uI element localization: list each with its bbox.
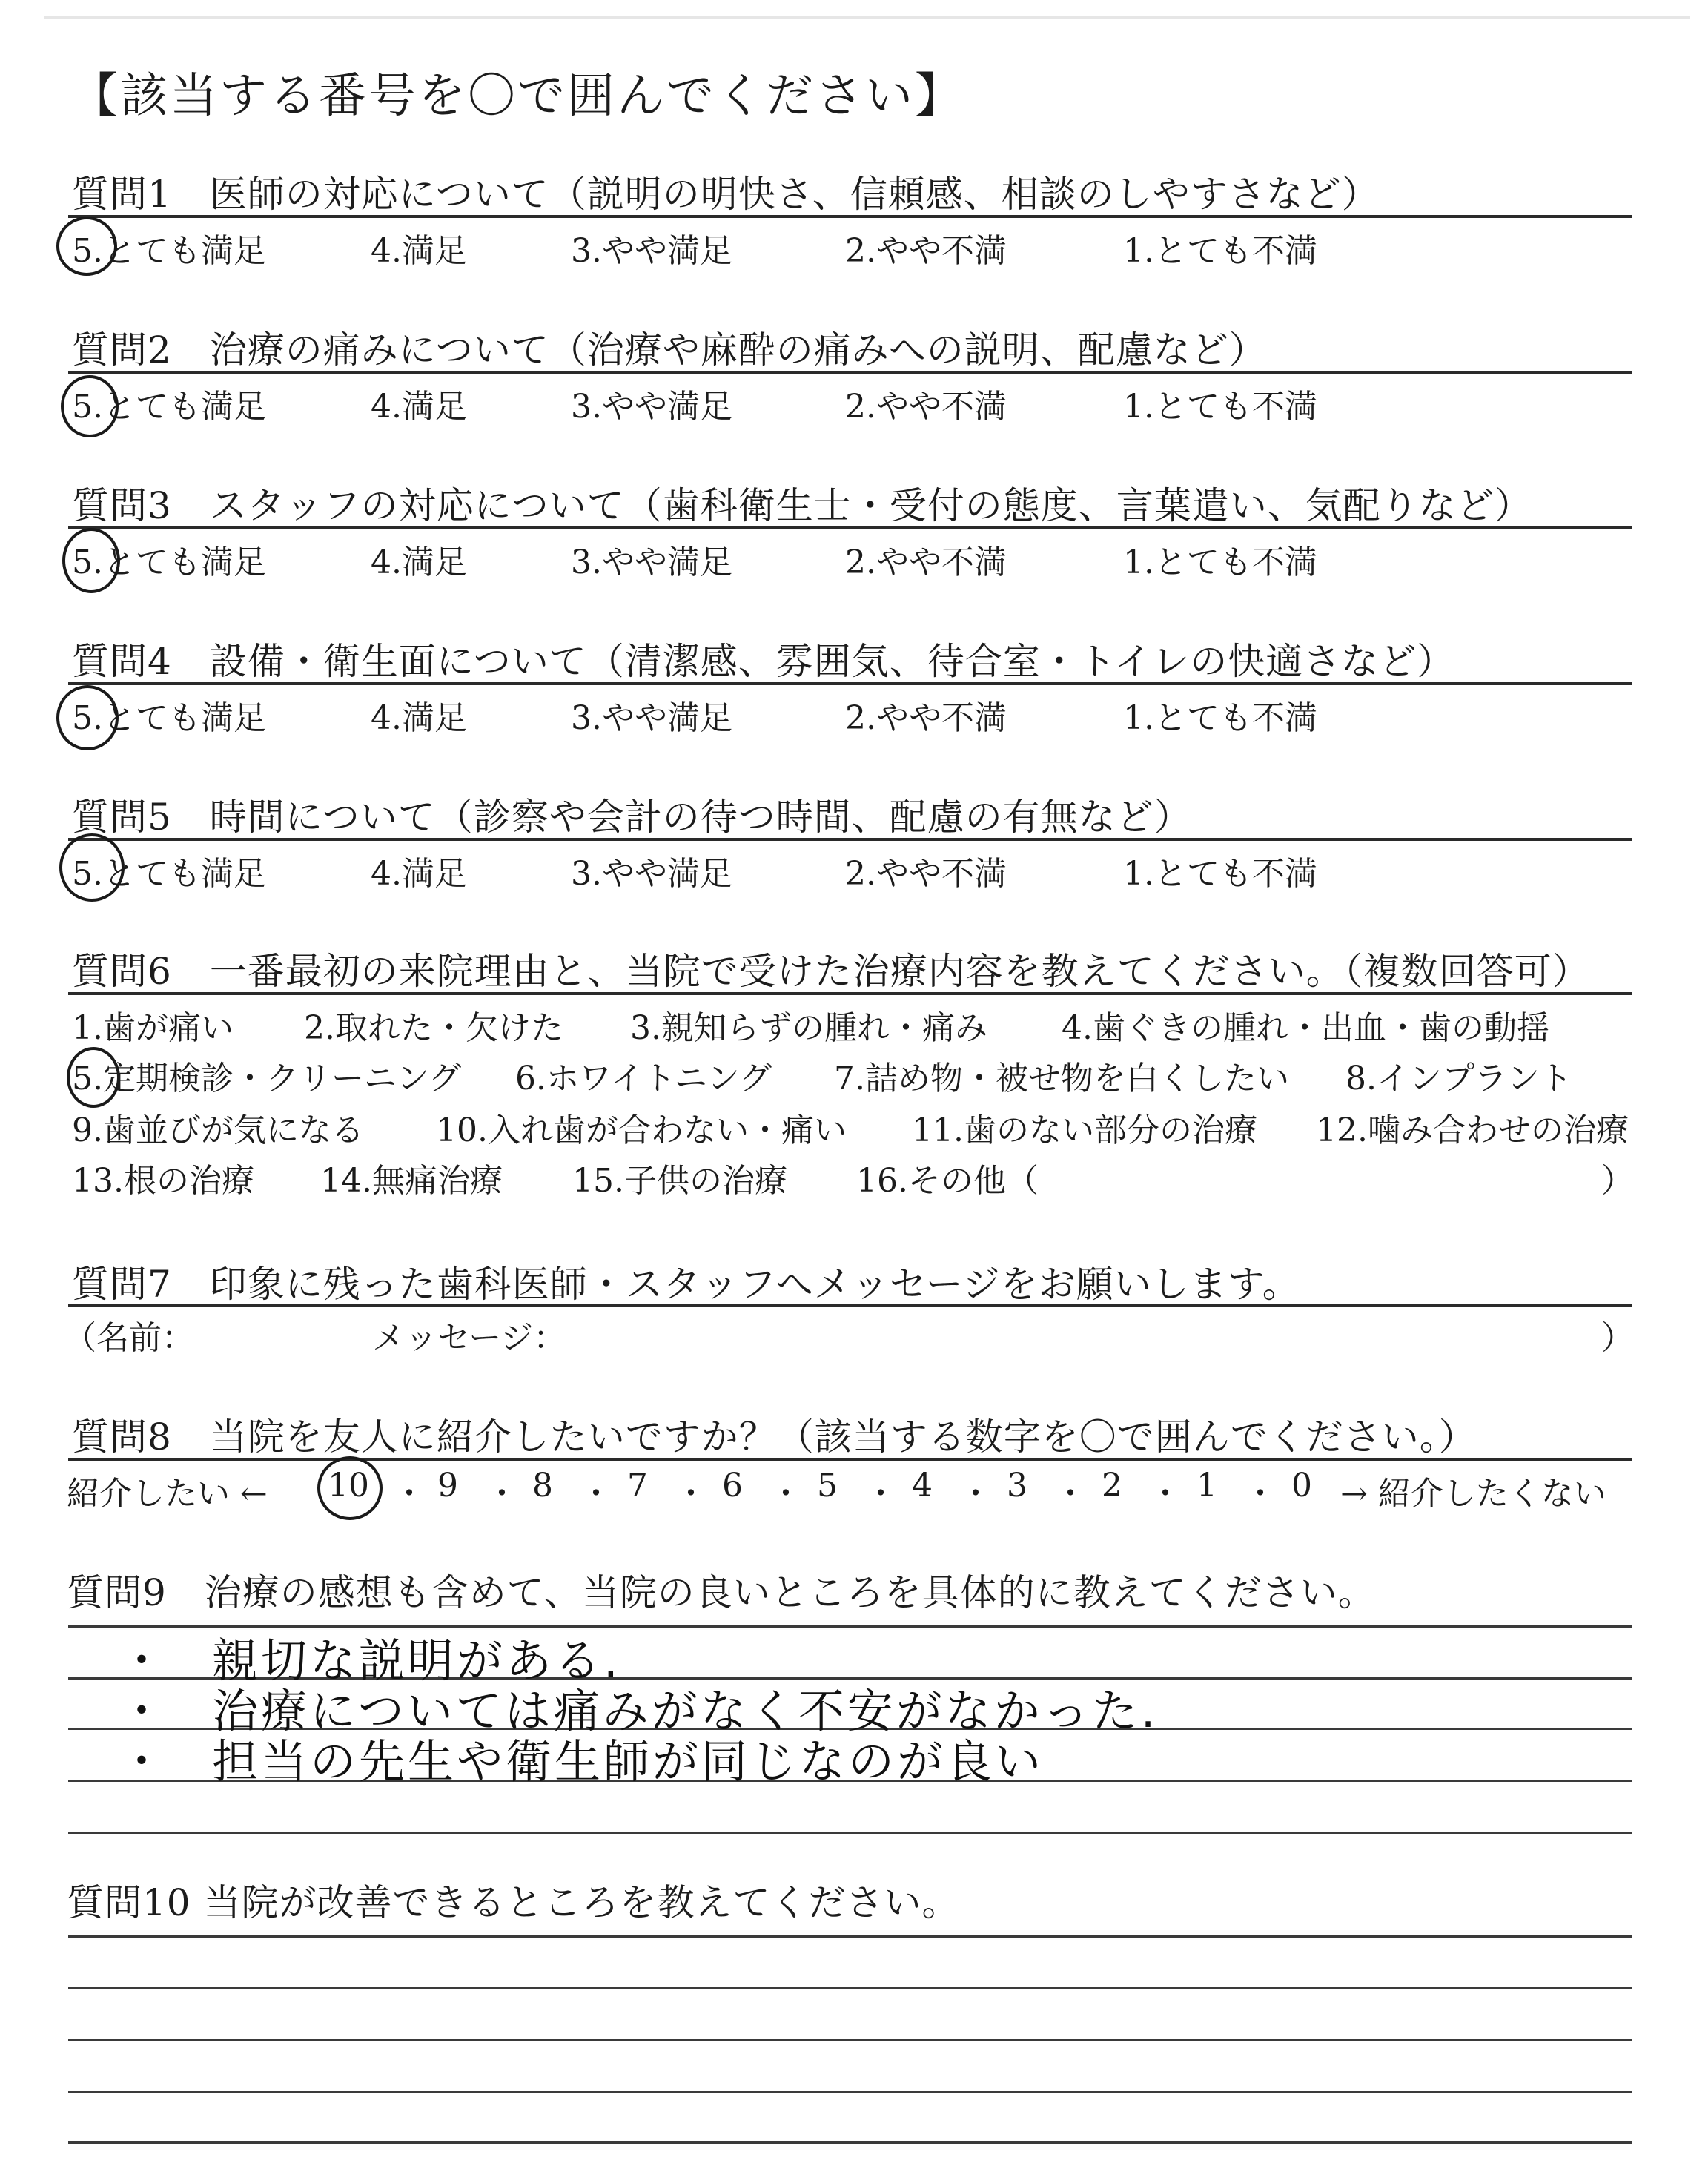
q8-dot: ・ xyxy=(393,1475,426,1513)
q8-scale-9[interactable]: 9 xyxy=(437,1467,458,1505)
q7-name-label: （名前： xyxy=(64,1319,194,1357)
q6-title: 質問6 一番最初の来院理由と、当院で受けた治療内容を教えてください。（複数回答可） xyxy=(72,950,1590,993)
q8-title: 質問8 当院を友人に紹介したいですか？（該当する数字を〇で囲んでください。） xyxy=(72,1416,1477,1459)
q3-option-4[interactable]: 4.満足 xyxy=(371,544,467,581)
q6-option-16[interactable]: 16.その他（ xyxy=(856,1162,1039,1200)
q5-rule xyxy=(68,838,1632,841)
q8-scale-4[interactable]: 4 xyxy=(912,1467,933,1505)
q6-option-3[interactable]: 3.親知らずの腫れ・痛み xyxy=(630,1009,987,1047)
q5-option-5[interactable]: 5.とても満足 xyxy=(72,855,266,893)
q2-rule xyxy=(68,371,1632,374)
q1-rule xyxy=(68,215,1632,218)
q3-rule xyxy=(68,526,1632,529)
q2-option-2[interactable]: 2.やや不満 xyxy=(845,388,1007,426)
q8-dot: ・ xyxy=(1054,1475,1087,1513)
q8-scale-0[interactable]: 0 xyxy=(1291,1467,1312,1505)
q3-option-3[interactable]: 3.やや満足 xyxy=(571,544,732,581)
q5-option-1[interactable]: 1.とても不満 xyxy=(1123,855,1317,893)
q8-dot: ・ xyxy=(580,1475,612,1513)
q8-dot: ・ xyxy=(769,1475,802,1513)
q10-answer-line xyxy=(68,1935,1632,1938)
q4-option-3[interactable]: 3.やや満足 xyxy=(571,699,732,737)
q7-close-paren: ） xyxy=(1601,1319,1634,1357)
q8-scale-8[interactable]: 8 xyxy=(532,1467,553,1505)
q6-option-2[interactable]: 2.取れた・欠けた xyxy=(304,1009,563,1047)
q6-option-10[interactable]: 10.入れ歯が合わない・痛い xyxy=(436,1112,847,1149)
q6-other-close-paren: ） xyxy=(1601,1162,1634,1200)
q6-option-9[interactable]: 9.歯並びが気になる xyxy=(72,1112,364,1149)
q5-option-4[interactable]: 4.満足 xyxy=(371,855,467,893)
q4-option-2[interactable]: 2.やや不満 xyxy=(845,699,1007,737)
q10-answer-line xyxy=(68,2039,1632,2041)
q8-scale-5[interactable]: 5 xyxy=(817,1467,838,1505)
q4-rule xyxy=(68,682,1632,685)
q10-answer-line xyxy=(68,1987,1632,1989)
q8-scale-10[interactable]: 10 xyxy=(328,1467,369,1505)
q8-rule xyxy=(68,1458,1632,1461)
q6-option-4[interactable]: 4.歯ぐきの腫れ・出血・歯の動揺 xyxy=(1062,1009,1549,1047)
q6-option-8[interactable]: 8.インプラント xyxy=(1345,1060,1572,1097)
q10-title: 質問10 当院が改善できるところを教えてください。 xyxy=(67,1881,960,1924)
q9-answer-2: ・ 治療については痛みがなく不安がなかった. xyxy=(119,1684,1159,1738)
q2-option-5[interactable]: 5.とても満足 xyxy=(72,388,266,426)
q5-option-2[interactable]: 2.やや不満 xyxy=(845,855,1007,893)
q6-selected-circle xyxy=(67,1047,120,1108)
q8-left-label: 紹介したい ← xyxy=(67,1475,268,1513)
q4-option-1[interactable]: 1.とても不満 xyxy=(1123,699,1317,737)
q8-scale-7[interactable]: 7 xyxy=(627,1467,648,1505)
q8-dot: ・ xyxy=(864,1475,897,1513)
q5-option-3[interactable]: 3.やや満足 xyxy=(571,855,732,893)
q2-option-4[interactable]: 4.満足 xyxy=(371,388,467,426)
q8-selected-circle xyxy=(317,1456,383,1520)
q8-right-label: → 紹介したくない xyxy=(1340,1475,1606,1513)
q4-selected-circle xyxy=(56,685,119,750)
q3-selected-circle xyxy=(62,528,120,593)
q9-answer-1: ・ 親切な説明がある. xyxy=(119,1634,621,1688)
q6-option-15[interactable]: 15.子供の治療 xyxy=(572,1162,787,1200)
q1-option-4[interactable]: 4.満足 xyxy=(371,232,467,270)
q7-title: 質問7 印象に残った歯科医師・スタッフへメッセージをお願いします。 xyxy=(72,1263,1300,1306)
q1-selected-circle xyxy=(56,217,117,276)
q8-scale-3[interactable]: 3 xyxy=(1007,1467,1027,1505)
q6-option-6[interactable]: 6.ホワイトニング xyxy=(515,1060,772,1097)
q6-option-12[interactable]: 12.噛み合わせの治療 xyxy=(1316,1112,1629,1149)
q10-answer-line xyxy=(68,2091,1632,2093)
q8-scale-1[interactable]: 1 xyxy=(1196,1467,1217,1505)
q8-dot: ・ xyxy=(1149,1475,1182,1513)
q3-option-5[interactable]: 5.とても満足 xyxy=(72,544,266,581)
q4-option-5[interactable]: 5.とても満足 xyxy=(72,699,266,737)
q6-rule xyxy=(68,992,1632,995)
q6-option-11[interactable]: 11.歯のない部分の治療 xyxy=(912,1112,1257,1149)
q1-option-2[interactable]: 2.やや不満 xyxy=(845,232,1007,270)
q3-option-1[interactable]: 1.とても不満 xyxy=(1123,544,1317,581)
q6-option-1[interactable]: 1.歯が痛い xyxy=(72,1009,234,1047)
q3-title: 質問3 スタッフの対応について（歯科衛生士・受付の態度、言葉遣い、気配りなど） xyxy=(72,484,1532,527)
q9-title: 質問9 治療の感想も含めて、当院の良いところを具体的に教えてください。 xyxy=(67,1571,1376,1614)
q1-title: 質問1 医師の対応について（説明の明快さ、信頼感、相談のしやすさなど） xyxy=(72,173,1380,216)
q8-dot: ・ xyxy=(675,1475,707,1513)
q1-option-3[interactable]: 3.やや満足 xyxy=(571,232,732,270)
q8-dot: ・ xyxy=(486,1475,518,1513)
q7-rule xyxy=(68,1304,1632,1307)
q9-answer-3: ・ 担当の先生や衛生師が同じなのが良い xyxy=(119,1734,1045,1789)
q8-dot: ・ xyxy=(1244,1475,1277,1513)
q2-option-3[interactable]: 3.やや満足 xyxy=(571,388,732,426)
q8-dot: ・ xyxy=(959,1475,992,1513)
page-top-rule xyxy=(44,16,1690,19)
q10-answer-line xyxy=(68,2141,1632,2144)
q6-option-5[interactable]: 5.定期検診・クリーニング xyxy=(72,1060,462,1097)
q1-option-1[interactable]: 1.とても不満 xyxy=(1123,232,1317,270)
q7-message-label: メッセージ： xyxy=(372,1319,566,1357)
q3-option-2[interactable]: 2.やや不満 xyxy=(845,544,1007,581)
q8-scale-2[interactable]: 2 xyxy=(1102,1467,1122,1505)
q5-selected-circle xyxy=(59,833,125,902)
page-title: 【該当する番号を〇で囲んでください】 xyxy=(70,69,964,124)
q6-option-7[interactable]: 7.詰め物・被せ物を白くしたい xyxy=(834,1060,1289,1097)
q5-title: 質問5 時間について（診察や会計の待つ時間、配慮の有無など） xyxy=(72,796,1192,839)
q4-option-4[interactable]: 4.満足 xyxy=(371,699,467,737)
q4-title: 質問4 設備・衛生面について（清潔感、雰囲気、待合室・トイレの快適さなど） xyxy=(72,640,1455,683)
q2-title: 質問2 治療の痛みについて（治療や麻酔の痛みへの説明、配慮など） xyxy=(72,328,1267,371)
q1-option-5[interactable]: 5.とても満足 xyxy=(72,232,266,270)
q9-answer-line xyxy=(68,1832,1632,1834)
q2-option-1[interactable]: 1.とても不満 xyxy=(1123,388,1317,426)
q8-scale-6[interactable]: 6 xyxy=(722,1467,743,1505)
q6-option-13[interactable]: 13.根の治療 xyxy=(72,1162,254,1200)
q2-selected-circle xyxy=(61,375,119,437)
q6-option-14[interactable]: 14.無痛治療 xyxy=(320,1162,503,1200)
